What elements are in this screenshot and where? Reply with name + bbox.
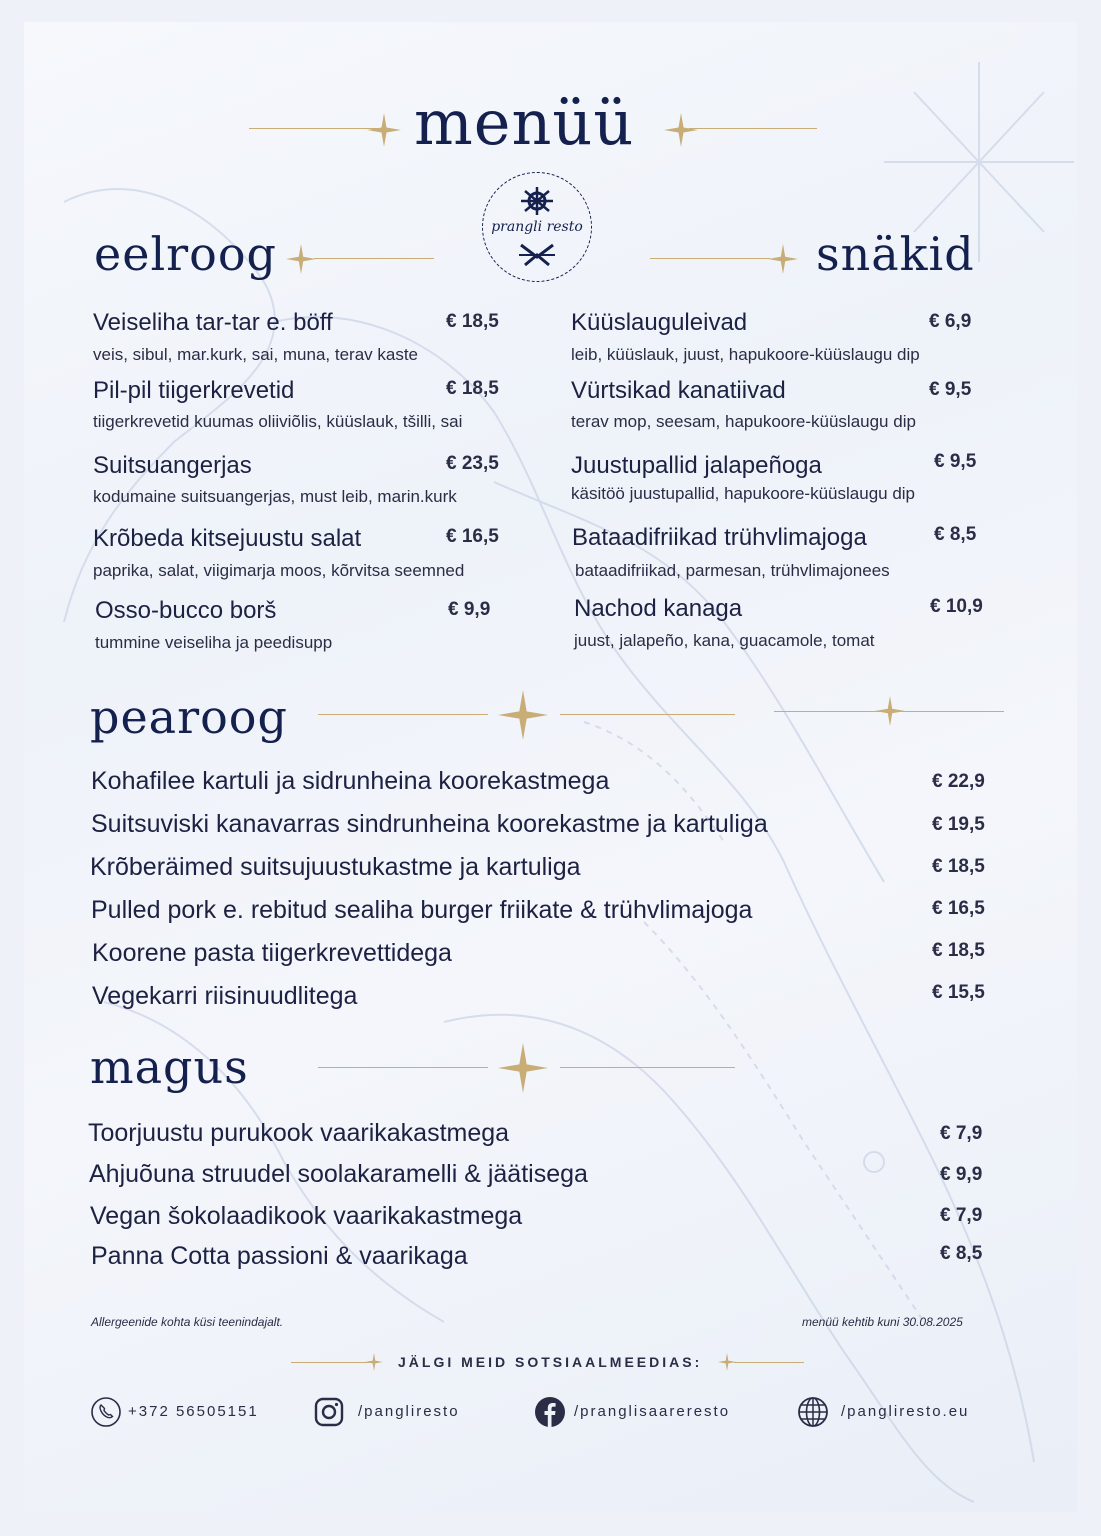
phone-icon xyxy=(90,1396,122,1428)
social-title: JÄLGI MEID SOTSIAALMEEDIAS: xyxy=(398,1354,703,1370)
menu-item-price: € 19,5 xyxy=(932,814,985,835)
menu-item-price: € 18,5 xyxy=(932,940,985,961)
menu-item-desc: kodumaine suitsuangerjas, must leib, marin.kurk xyxy=(93,487,457,506)
heading-line xyxy=(560,714,735,715)
menu-item-price: € 7,9 xyxy=(940,1123,983,1144)
ship-wheel-icon xyxy=(515,241,559,267)
phone-number: +372 56505151 xyxy=(128,1403,259,1420)
facebook-icon xyxy=(534,1396,566,1428)
menu-item-name: Pulled pork e. rebitud sealiha burger friikate & trühvlimajoga xyxy=(91,896,753,924)
menu-item-desc: paprika, salat, viigimarja moos, kõrvitsa seemned xyxy=(93,561,465,580)
menu-item-desc: terav mop, seesam, hapukoore-küüslaugu dip xyxy=(571,412,916,431)
heading-line xyxy=(650,258,770,259)
menu-item-price: € 18,5 xyxy=(446,311,499,332)
menu-item-price: € 8,5 xyxy=(940,1243,983,1264)
menu-item-name: Ahjuõuna struudel soolakaramelli & jäätisega xyxy=(89,1160,588,1188)
menu-item-desc: veis, sibul, mar.kurk, sai, muna, terav kaste xyxy=(93,345,419,364)
ship-wheel-icon xyxy=(515,185,559,215)
menu-item-price: € 8,5 xyxy=(934,524,977,545)
menu-item-price: € 16,5 xyxy=(932,898,985,919)
menu-item-name: Kohafilee kartuli ja sidrunheina koorekastmega xyxy=(91,767,610,795)
heading-line xyxy=(318,714,488,715)
menu-item-name: Bataadifriikad trühvlimajoga xyxy=(572,524,867,551)
menu-item-name: Toorjuustu purukook vaarikakastmega xyxy=(88,1119,510,1147)
menu-item-price: € 18,5 xyxy=(446,378,499,399)
menu-item-name: Suitsuviski kanavarras sindrunheina koorekastme ja kartuliga xyxy=(91,810,768,838)
social-line-right xyxy=(734,1362,804,1363)
heading-line xyxy=(560,1067,735,1068)
star-icon xyxy=(286,244,316,274)
menu-item-name: Suitsuangerjas xyxy=(93,452,252,479)
menu-item-desc: leib, küüslauk, juust, hapukoore-küüslaugu dip xyxy=(571,345,920,364)
star-icon xyxy=(768,244,798,274)
menu-item-desc: tiigerkrevetid kuumas oliiviõlis, küüslauk, tšilli, sai xyxy=(93,412,463,431)
logo xyxy=(482,172,592,282)
menu-item-name: Nachod kanaga xyxy=(574,595,743,622)
menu-item-price: € 6,9 xyxy=(929,311,972,332)
social-line-left xyxy=(291,1362,371,1363)
website-url: /pangliresto.eu xyxy=(841,1403,970,1420)
menu-item-name: Küüslauguleivad xyxy=(571,309,748,336)
heading-line xyxy=(318,1067,488,1068)
section-heading-pearoog: pearoog xyxy=(90,690,288,744)
menu-item-price: € 18,5 xyxy=(932,856,985,877)
menu-item-price: € 22,9 xyxy=(932,771,985,792)
allergen-note: Allergeenide kohta küsi teenindajalt. xyxy=(91,1315,284,1329)
globe-icon xyxy=(797,1396,829,1428)
validity-note: menüü kehtib kuni 30.08.2025 xyxy=(802,1315,963,1329)
instagram-handle: /pangliresto xyxy=(358,1403,460,1420)
menu-item-name: Koorene pasta tiigerkrevettidega xyxy=(92,939,452,967)
menu-item-name: Veiseliha tar-tar e. böff xyxy=(93,309,333,336)
menu-item-desc: tummine veiseliha ja peedisupp xyxy=(95,633,333,652)
menu-item-price: € 9,9 xyxy=(448,599,491,620)
star-icon xyxy=(367,113,401,147)
section-heading-eelroog: eelroog xyxy=(94,227,277,281)
menu-item-price: € 9,5 xyxy=(934,451,977,472)
menu-item-name: Vegekarri riisinuudlitega xyxy=(92,982,358,1010)
star-icon xyxy=(365,1353,383,1371)
menu-item-price: € 9,5 xyxy=(929,379,972,400)
menu-item-name: Pil-pil tiigerkrevetid xyxy=(93,377,295,404)
menu-item-price: € 23,5 xyxy=(446,453,499,474)
menu-item-price: € 16,5 xyxy=(446,526,499,547)
menu-item-desc: bataadifriikad, parmesan, trühvlimajonees xyxy=(575,561,890,580)
menu-item-name: Vegan šokolaadikook vaarikakastmega xyxy=(90,1202,523,1230)
menu-item-name: Krõbeda kitsejuustu salat xyxy=(93,525,362,552)
star-icon xyxy=(875,696,905,726)
instagram-icon xyxy=(314,1397,344,1427)
menu-item-desc: käsitöö juustupallid, hapukoore-küüslaugu dip xyxy=(571,484,916,503)
menu-page xyxy=(24,22,1077,1512)
menu-item-price: € 10,9 xyxy=(930,596,983,617)
menu-item-desc: juust, jalapeño, kana, guacamole, tomat xyxy=(574,631,875,650)
menu-item-name: Vürtsikad kanatiivad xyxy=(571,377,786,404)
page-title: menüü xyxy=(414,86,635,159)
facebook-handle: /pranglisaareresto xyxy=(574,1403,731,1420)
star-icon xyxy=(498,690,548,740)
menu-item-name: Juustupallid jalapeñoga xyxy=(571,452,822,479)
logo-text: prangli resto xyxy=(491,219,583,235)
menu-item-price: € 7,9 xyxy=(940,1205,983,1226)
section-heading-magus: magus xyxy=(90,1040,249,1094)
menu-item-price: € 9,9 xyxy=(940,1164,983,1185)
menu-item-name: Panna Cotta passioni & vaarikaga xyxy=(91,1242,468,1270)
menu-item-price: € 15,5 xyxy=(932,982,985,1003)
star-icon xyxy=(498,1043,548,1093)
star-icon xyxy=(664,113,698,147)
section-heading-snakid: snäkid xyxy=(816,227,975,281)
heading-line xyxy=(314,258,434,259)
menu-item-name: Krõberäimed suitsujuustukastme ja kartuliga xyxy=(90,853,581,881)
title-line-right xyxy=(689,128,817,129)
menu-item-name: Osso-bucco borš xyxy=(95,597,277,624)
